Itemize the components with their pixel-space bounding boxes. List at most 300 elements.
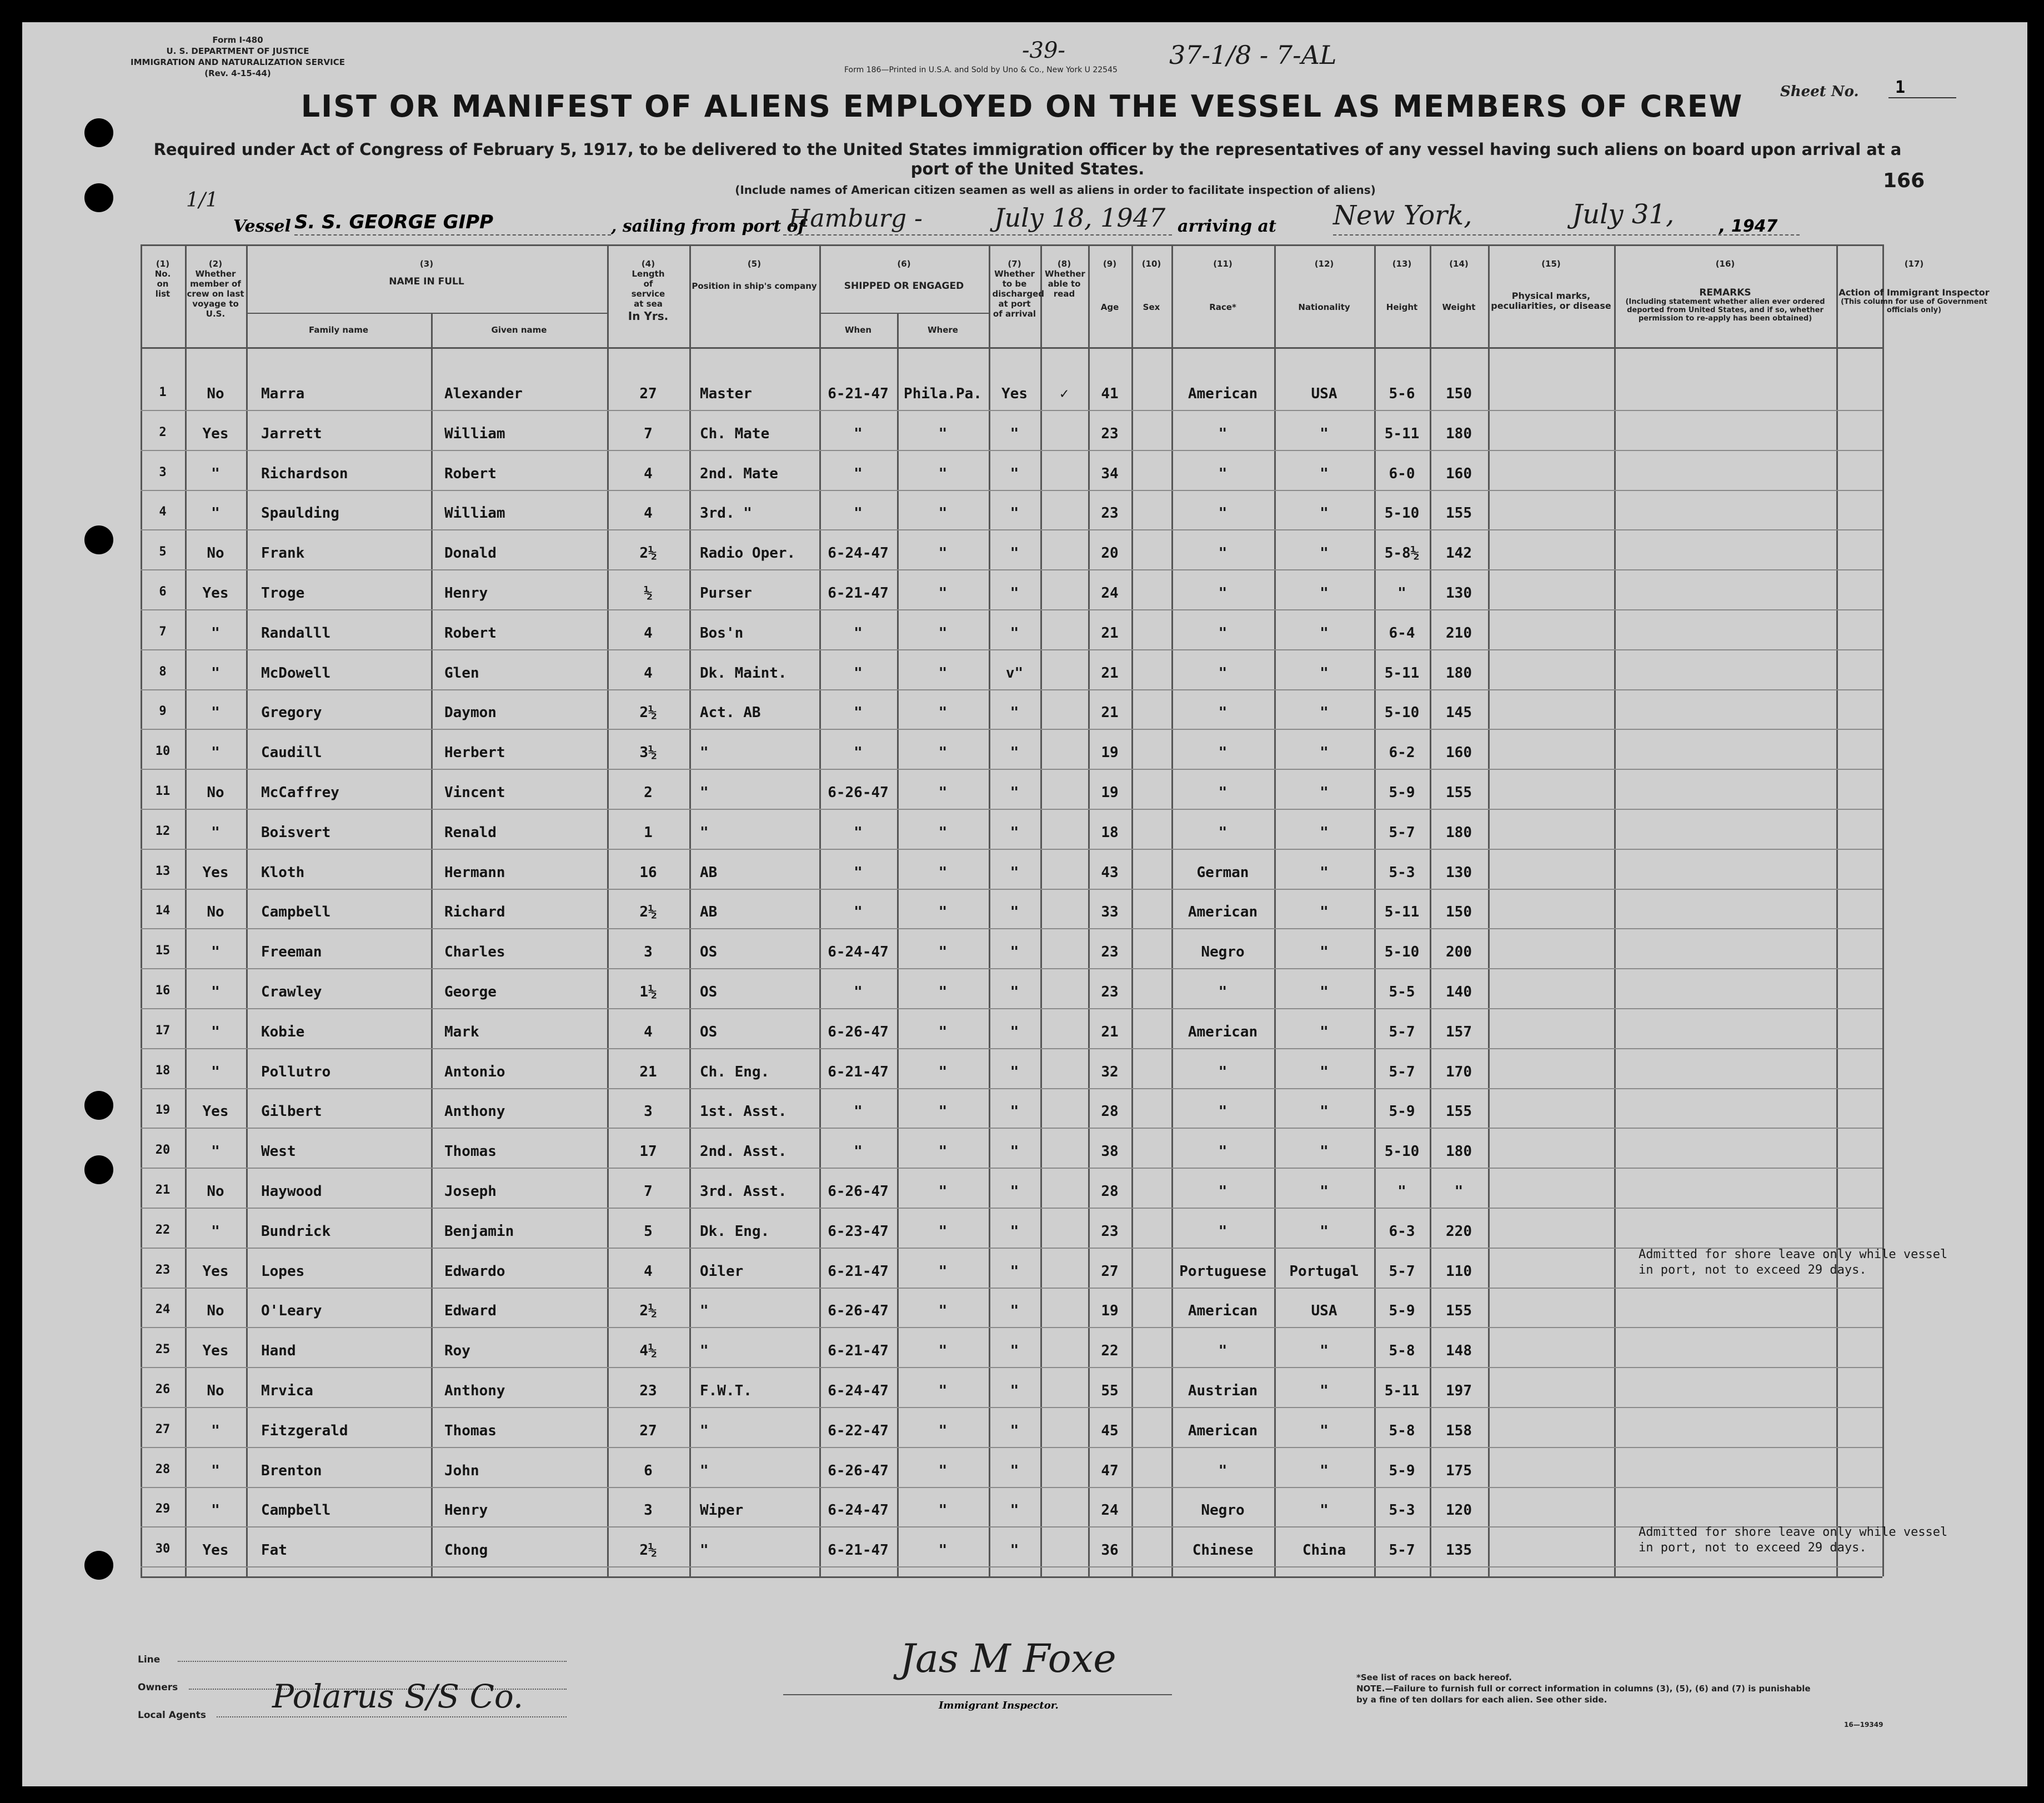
column-rule: [1488, 244, 1490, 1576]
crew-no-cell: 24: [155, 1303, 171, 1317]
row-rule: [141, 889, 1882, 890]
remark-row-23: Admitted for shore leave only while vessel in port, not to exceed 29 days.: [1639, 1248, 1948, 1277]
crew-position-cell: 3rd. ": [700, 505, 752, 522]
crew-nationality-cell: ": [1320, 585, 1329, 602]
crew-given-cell: Glen: [444, 664, 479, 682]
row-rule: [141, 968, 1882, 969]
crew-position-cell: F.W.T.: [700, 1383, 752, 1399]
crew-age-cell: 21: [1101, 664, 1119, 682]
crew-age-cell: 24: [1101, 1502, 1119, 1519]
handwritten-number: -39-: [1022, 38, 1065, 63]
crew-position-cell: Oiler: [700, 1263, 744, 1280]
crew-where-cell: ": [938, 1183, 948, 1200]
crew-position-cell: 2nd. Asst.: [700, 1143, 787, 1160]
crew-where-cell: ": [938, 1263, 948, 1280]
crew-height-cell: 5-10: [1384, 944, 1420, 961]
crew-race-cell: ": [1218, 1143, 1228, 1160]
crew-race-cell: Negro: [1201, 944, 1245, 961]
remark-row-30: Admitted for shore leave only while vessel in port, not to exceed 29 days.: [1639, 1525, 1948, 1555]
crew-no-cell: 18: [155, 1063, 171, 1078]
crew-weight-cell: 140: [1446, 984, 1472, 1000]
crew-prev-cell: ": [211, 984, 220, 1000]
crew-position-cell: Radio Oper.: [700, 545, 796, 562]
arrival-year: , 1947: [1719, 217, 1778, 236]
crew-no-cell: 29: [155, 1502, 171, 1516]
crew-prev-cell: Yes: [202, 585, 229, 602]
crew-family-cell: Richardson: [261, 465, 348, 482]
crew-no-cell: 26: [155, 1383, 171, 1396]
crew-prev-cell: ": [211, 465, 220, 482]
crew-age-cell: 23: [1101, 425, 1119, 442]
crew-when-cell: 6-21-47: [828, 1263, 889, 1280]
crew-prev-cell: No: [207, 385, 224, 402]
crew-no-cell: 6: [159, 585, 167, 599]
crew-when-cell: 6-26-47: [828, 1303, 889, 1320]
crew-when-cell: 6-24-47: [828, 1502, 889, 1519]
crew-age-cell: 32: [1101, 1063, 1119, 1080]
crew-where-cell: ": [938, 1103, 948, 1120]
crew-discharge-cell: ": [1010, 904, 1019, 921]
crew-when-cell: ": [854, 1143, 863, 1160]
crew-age-cell: 22: [1101, 1343, 1119, 1360]
form-number: Form I-480: [212, 35, 263, 45]
crew-where-cell: ": [938, 624, 948, 642]
crew-family-cell: Gilbert: [261, 1103, 322, 1120]
local-agents-value: Polarus S/S Co.: [272, 1677, 524, 1715]
given-name-header: Given name: [491, 325, 547, 335]
punch-hole: [84, 1091, 113, 1120]
crew-weight-cell: 120: [1446, 1502, 1472, 1519]
crew-when-cell: ": [854, 864, 863, 881]
crew-where-cell: ": [938, 1063, 948, 1080]
crew-discharge-cell: ": [1010, 1383, 1019, 1399]
crew-age-cell: 41: [1101, 385, 1119, 402]
crew-given-cell: Herbert: [444, 744, 505, 762]
crew-discharge-cell: ": [1010, 465, 1019, 482]
crew-family-cell: Marra: [261, 385, 305, 402]
crew-family-cell: Gregory: [261, 704, 322, 722]
crew-service-cell: 16: [639, 864, 657, 881]
crew-family-cell: McCaffrey: [261, 784, 339, 801]
crew-family-cell: Freeman: [261, 944, 322, 961]
crew-nationality-cell: ": [1320, 864, 1329, 881]
crew-age-cell: 45: [1101, 1422, 1119, 1439]
shipped-when-header: When: [844, 325, 872, 335]
crew-prev-cell: ": [211, 505, 220, 522]
crew-nationality-cell: ": [1320, 505, 1329, 522]
crew-age-cell: 28: [1101, 1103, 1119, 1120]
crew-height-cell: 5-7: [1389, 1063, 1415, 1080]
punch-hole: [84, 183, 113, 212]
crew-service-cell: 21: [639, 1063, 657, 1080]
crew-service-cell: 4: [644, 1263, 653, 1280]
crew-given-cell: Roy: [444, 1343, 470, 1360]
crew-family-cell: Mrvica: [261, 1383, 313, 1399]
crew-nationality-cell: ": [1320, 1343, 1329, 1360]
crew-height-cell: 6-4: [1389, 624, 1415, 642]
crew-family-cell: Fat: [261, 1542, 287, 1559]
crew-race-cell: Austrian: [1188, 1383, 1258, 1399]
crew-age-cell: 47: [1101, 1462, 1119, 1479]
crew-given-cell: Edward: [444, 1303, 497, 1320]
crew-prev-cell: ": [211, 1023, 220, 1040]
crew-read-cell: ✓: [1060, 385, 1069, 402]
crew-service-cell: ½: [644, 585, 653, 602]
row-rule: [141, 529, 1882, 530]
crew-race-cell: American: [1188, 1422, 1258, 1439]
crew-position-cell: ": [700, 1462, 709, 1479]
crew-position-cell: ": [700, 1343, 709, 1360]
crew-no-cell: 20: [155, 1143, 171, 1158]
crew-when-cell: 6-21-47: [828, 1063, 889, 1080]
crew-where-cell: ": [938, 585, 948, 602]
crew-position-cell: OS: [700, 1023, 718, 1040]
form-service: IMMIGRATION AND NATURALIZATION SERVICE: [131, 57, 345, 67]
crew-height-cell: 5-10: [1384, 704, 1420, 722]
crew-given-cell: Edwardo: [444, 1263, 505, 1280]
crew-family-cell: Kloth: [261, 864, 305, 881]
crew-weight-cell: ": [1454, 1183, 1464, 1200]
col-9-header: (9) Age: [1100, 259, 1119, 312]
crew-where-cell: ": [938, 664, 948, 682]
crew-race-cell: ": [1218, 505, 1228, 522]
crew-age-cell: 43: [1101, 864, 1119, 881]
crew-nationality-cell: ": [1320, 1063, 1329, 1080]
crew-when-cell: 6-24-47: [828, 1383, 889, 1399]
crew-nationality-cell: ": [1320, 1462, 1329, 1479]
crew-nationality-cell: ": [1320, 545, 1329, 562]
crew-when-cell: ": [854, 505, 863, 522]
crew-no-cell: 14: [155, 904, 171, 918]
crew-position-cell: Ch. Mate: [700, 425, 770, 442]
crew-when-cell: ": [854, 824, 863, 841]
crew-height-cell: ": [1397, 585, 1406, 602]
crew-discharge-cell: ": [1010, 1263, 1019, 1280]
crew-race-cell: Negro: [1201, 1502, 1245, 1519]
crew-position-cell: Wiper: [700, 1502, 744, 1519]
crew-age-cell: 38: [1101, 1143, 1119, 1160]
crew-prev-cell: ": [211, 1223, 220, 1240]
inspector-label: Immigrant Inspector.: [939, 1700, 1059, 1711]
crew-service-cell: 3: [644, 1502, 653, 1519]
crew-weight-cell: 150: [1446, 385, 1472, 402]
crew-no-cell: 15: [155, 944, 171, 958]
crew-when-cell: 6-26-47: [828, 784, 889, 801]
form-identifier: [104, 34, 371, 79]
crew-race-cell: ": [1218, 1183, 1228, 1200]
crew-age-cell: 27: [1101, 1263, 1119, 1280]
crew-discharge-cell: ": [1010, 1103, 1019, 1120]
crew-age-cell: 19: [1101, 1303, 1119, 1320]
crew-race-cell: ": [1218, 465, 1228, 482]
column-rule: [431, 313, 433, 1576]
crew-position-cell: Dk. Maint.: [700, 664, 787, 682]
crew-given-cell: Vincent: [444, 784, 505, 801]
crew-nationality-cell: ": [1320, 624, 1329, 642]
crew-no-cell: 3: [159, 465, 167, 479]
crew-when-cell: 6-21-47: [828, 585, 889, 602]
crew-race-cell: ": [1218, 824, 1228, 841]
crew-discharge-cell: Yes: [1001, 385, 1028, 402]
crew-position-cell: OS: [700, 944, 718, 961]
crew-given-cell: Chong: [444, 1542, 488, 1559]
crew-when-cell: 6-24-47: [828, 944, 889, 961]
column-rule: [689, 244, 691, 1576]
crew-given-cell: Charles: [444, 944, 505, 961]
crew-where-cell: ": [938, 784, 948, 801]
crew-height-cell: 6-2: [1389, 744, 1415, 762]
crew-where-cell: ": [938, 824, 948, 841]
crew-weight-cell: 180: [1446, 824, 1472, 841]
vessel-label: Vessel: [233, 217, 291, 236]
crew-when-cell: 6-23-47: [828, 1223, 889, 1240]
crew-given-cell: Renald: [444, 824, 497, 841]
row-rule: [141, 1367, 1882, 1368]
crew-prev-cell: ": [211, 1462, 220, 1479]
penalty-note: NOTE.—Failure to furnish full or correct information in columns (3), (5), (6) and (7) is punishable by a fine of ten dollars for each alien. See other side.: [1356, 1684, 1811, 1705]
crew-no-cell: 10: [155, 744, 171, 759]
crew-where-cell: ": [938, 1383, 948, 1399]
crew-when-cell: 6-21-47: [828, 1542, 889, 1559]
crew-when-cell: 6-22-47: [828, 1422, 889, 1439]
crew-service-cell: 2½: [639, 545, 657, 562]
vessel-name: S. S. GEORGE GIPP: [294, 211, 494, 233]
crew-discharge-cell: ": [1010, 1023, 1019, 1040]
crew-where-cell: ": [938, 1502, 948, 1519]
crew-race-cell: ": [1218, 545, 1228, 562]
crew-no-cell: 28: [155, 1462, 171, 1476]
punch-hole: [84, 118, 113, 147]
crew-family-cell: Fitzgerald: [261, 1422, 348, 1439]
departure-date: July 18, 1947: [994, 203, 1166, 233]
crew-given-cell: Antonio: [444, 1063, 505, 1080]
crew-service-cell: 4½: [639, 1343, 657, 1360]
crew-discharge-cell: ": [1010, 984, 1019, 1000]
crew-prev-cell: No: [207, 1183, 224, 1200]
crew-race-cell: ": [1218, 1462, 1228, 1479]
crew-discharge-cell: ": [1010, 1462, 1019, 1479]
crew-service-cell: 3: [644, 1103, 653, 1120]
row-rule: [141, 1168, 1882, 1169]
crew-nationality-cell: ": [1320, 1422, 1329, 1439]
crew-where-cell: ": [938, 465, 948, 482]
crew-position-cell: 3rd. Asst.: [700, 1183, 787, 1200]
crew-race-cell: Portuguese: [1179, 1263, 1266, 1280]
crew-where-cell: ": [938, 1143, 948, 1160]
crew-where-cell: ": [938, 864, 948, 881]
crew-height-cell: ": [1397, 1183, 1406, 1200]
crew-nationality-cell: ": [1320, 1023, 1329, 1040]
row-rule: [141, 1248, 1882, 1249]
inspector-signature: Jas M Foxe: [900, 1636, 1116, 1681]
crew-height-cell: 5-11: [1384, 1383, 1420, 1399]
row-rule: [141, 1048, 1882, 1049]
crew-when-cell: 6-21-47: [828, 385, 889, 402]
crew-age-cell: 21: [1101, 704, 1119, 722]
crew-discharge-cell: ": [1010, 1143, 1019, 1160]
crew-race-cell: ": [1218, 1103, 1228, 1120]
row-rule: [141, 609, 1882, 610]
crew-height-cell: 5-8: [1389, 1422, 1415, 1439]
crew-service-cell: 23: [639, 1383, 657, 1399]
crew-position-cell: Purser: [700, 585, 752, 602]
crew-discharge-cell: ": [1010, 505, 1019, 522]
crew-given-cell: Alexander: [444, 385, 523, 402]
crew-where-cell: ": [938, 1303, 948, 1320]
crew-family-cell: Lopes: [261, 1263, 305, 1280]
crew-no-cell: 12: [155, 824, 171, 838]
crew-given-cell: George: [444, 984, 497, 1000]
crew-when-cell: 6-26-47: [828, 1023, 889, 1040]
crew-discharge-cell: ": [1010, 624, 1019, 642]
crew-prev-cell: ": [211, 704, 220, 722]
crew-prev-cell: No: [207, 1383, 224, 1399]
crew-height-cell: 5-9: [1389, 1103, 1415, 1120]
crew-height-cell: 5-7: [1389, 1263, 1415, 1280]
row-rule: [141, 849, 1882, 850]
crew-height-cell: 5-7: [1389, 824, 1415, 841]
crew-weight-cell: 155: [1446, 784, 1472, 801]
crew-family-cell: Frank: [261, 545, 305, 562]
crew-weight-cell: 135: [1446, 1542, 1472, 1559]
crew-prev-cell: ": [211, 1143, 220, 1160]
crew-race-cell: Chinese: [1192, 1542, 1254, 1559]
margin-mark: 1/1: [186, 189, 218, 212]
crew-position-cell: ": [700, 1542, 709, 1559]
crew-weight-cell: 180: [1446, 1143, 1472, 1160]
crew-position-cell: Dk. Eng.: [700, 1223, 770, 1240]
crew-given-cell: Anthony: [444, 1103, 505, 1120]
row-rule: [141, 1008, 1882, 1009]
crew-family-cell: Brenton: [261, 1462, 322, 1479]
crew-nationality-cell: ": [1320, 425, 1329, 442]
crew-nationality-cell: ": [1320, 784, 1329, 801]
crew-when-cell: ": [854, 624, 863, 642]
crew-family-cell: Troge: [261, 585, 305, 602]
crew-prev-cell: No: [207, 545, 224, 562]
footer-line-label: Line: [138, 1654, 161, 1665]
crew-no-cell: 1: [159, 385, 167, 399]
crew-height-cell: 5-9: [1389, 1462, 1415, 1479]
departure-port: Hamburg -: [789, 204, 923, 233]
column-rule: [1040, 244, 1042, 1576]
crew-given-cell: Hermann: [444, 864, 505, 881]
crew-discharge-cell: ": [1010, 1303, 1019, 1320]
crew-when-cell: ": [854, 664, 863, 682]
col-4-header: (4) Length of service at sea In Yrs.: [628, 259, 669, 323]
crew-given-cell: Thomas: [444, 1143, 497, 1160]
crew-age-cell: 20: [1101, 545, 1119, 562]
crew-nationality-cell: ": [1320, 944, 1329, 961]
crew-family-cell: O'Leary: [261, 1303, 322, 1320]
row-rule: [141, 1327, 1882, 1328]
crew-nationality-cell: ": [1320, 1103, 1329, 1120]
crew-position-cell: Master: [700, 385, 752, 402]
crew-height-cell: 5-9: [1389, 784, 1415, 801]
crew-where-cell: ": [938, 984, 948, 1000]
col-7-header: (7) Whether to be discharged at port of arrival: [992, 259, 1045, 319]
crew-position-cell: Act. AB: [700, 704, 761, 722]
crew-prev-cell: ": [211, 624, 220, 642]
crew-position-cell: ": [700, 784, 709, 801]
crew-nationality-cell: ": [1320, 1143, 1329, 1160]
crew-service-cell: 2½: [639, 1542, 657, 1559]
row-rule: [141, 410, 1882, 411]
arriving-label: arriving at: [1178, 217, 1276, 236]
crew-weight-cell: 155: [1446, 1303, 1472, 1320]
crew-race-cell: ": [1218, 704, 1228, 722]
crew-race-cell: ": [1218, 984, 1228, 1000]
crew-weight-cell: 110: [1446, 1263, 1472, 1280]
crew-given-cell: Robert: [444, 465, 497, 482]
crew-service-cell: 3½: [639, 744, 657, 762]
sheet-label: Sheet No.: [1780, 83, 1859, 100]
shipped-where-header: Where: [928, 325, 958, 335]
crew-service-cell: 2: [644, 784, 653, 801]
punch-hole: [84, 1155, 113, 1184]
crew-nationality-cell: Portugal: [1289, 1263, 1359, 1280]
crew-prev-cell: No: [207, 904, 224, 921]
crew-nationality-cell: ": [1320, 1502, 1329, 1519]
crew-height-cell: 5-3: [1389, 864, 1415, 881]
crew-service-cell: 4: [644, 505, 653, 522]
crew-prev-cell: Yes: [202, 1542, 229, 1559]
crew-age-cell: 34: [1101, 465, 1119, 482]
crew-prev-cell: ": [211, 944, 220, 961]
crew-height-cell: 5-7: [1389, 1542, 1415, 1559]
crew-service-cell: 6: [644, 1462, 653, 1479]
family-name-header: Family name: [308, 325, 368, 335]
col-10-header: (10) Sex: [1141, 259, 1161, 312]
column-rule: [1131, 244, 1133, 1576]
col-12-header: (12) Nationality: [1298, 259, 1350, 312]
col-14-header: (14) Weight: [1442, 259, 1476, 312]
crew-when-cell: ": [854, 704, 863, 722]
col-5-header: (5) Position in ship's company: [692, 259, 817, 291]
crew-weight-cell: 158: [1446, 1422, 1472, 1439]
crew-position-cell: ": [700, 1422, 709, 1439]
footer-owners-label: Owners: [138, 1682, 178, 1693]
crew-discharge-cell: ": [1010, 784, 1019, 801]
crew-age-cell: 21: [1101, 1023, 1119, 1040]
crew-given-cell: Anthony: [444, 1383, 505, 1399]
crew-weight-cell: 180: [1446, 425, 1472, 442]
crew-position-cell: ": [700, 824, 709, 841]
form-department: U. S. DEPARTMENT OF JUSTICE: [166, 46, 309, 56]
crew-family-cell: McDowell: [261, 664, 331, 682]
crew-discharge-cell: ": [1010, 425, 1019, 442]
column-rule: [1882, 244, 1884, 1576]
crew-position-cell: 2nd. Mate: [700, 465, 778, 482]
crew-position-cell: AB: [700, 864, 718, 881]
crew-service-cell: 1½: [639, 984, 657, 1000]
col-6-header: (6) SHIPPED OR ENGAGED: [844, 259, 964, 292]
row-rule: [141, 928, 1882, 929]
crew-height-cell: 5-5: [1389, 984, 1415, 1000]
crew-weight-cell: 155: [1446, 505, 1472, 522]
crew-race-cell: American: [1188, 1023, 1258, 1040]
crew-weight-cell: 210: [1446, 624, 1472, 642]
crew-weight-cell: 200: [1446, 944, 1472, 961]
crew-where-cell: ": [938, 545, 948, 562]
crew-discharge-cell: ": [1010, 585, 1019, 602]
crew-prev-cell: ": [211, 824, 220, 841]
crew-age-cell: 55: [1101, 1383, 1119, 1399]
col-11-header: (11) Race*: [1209, 259, 1236, 312]
crew-race-cell: ": [1218, 1223, 1228, 1240]
crew-nationality-cell: ": [1320, 465, 1329, 482]
crew-when-cell: ": [854, 1103, 863, 1120]
